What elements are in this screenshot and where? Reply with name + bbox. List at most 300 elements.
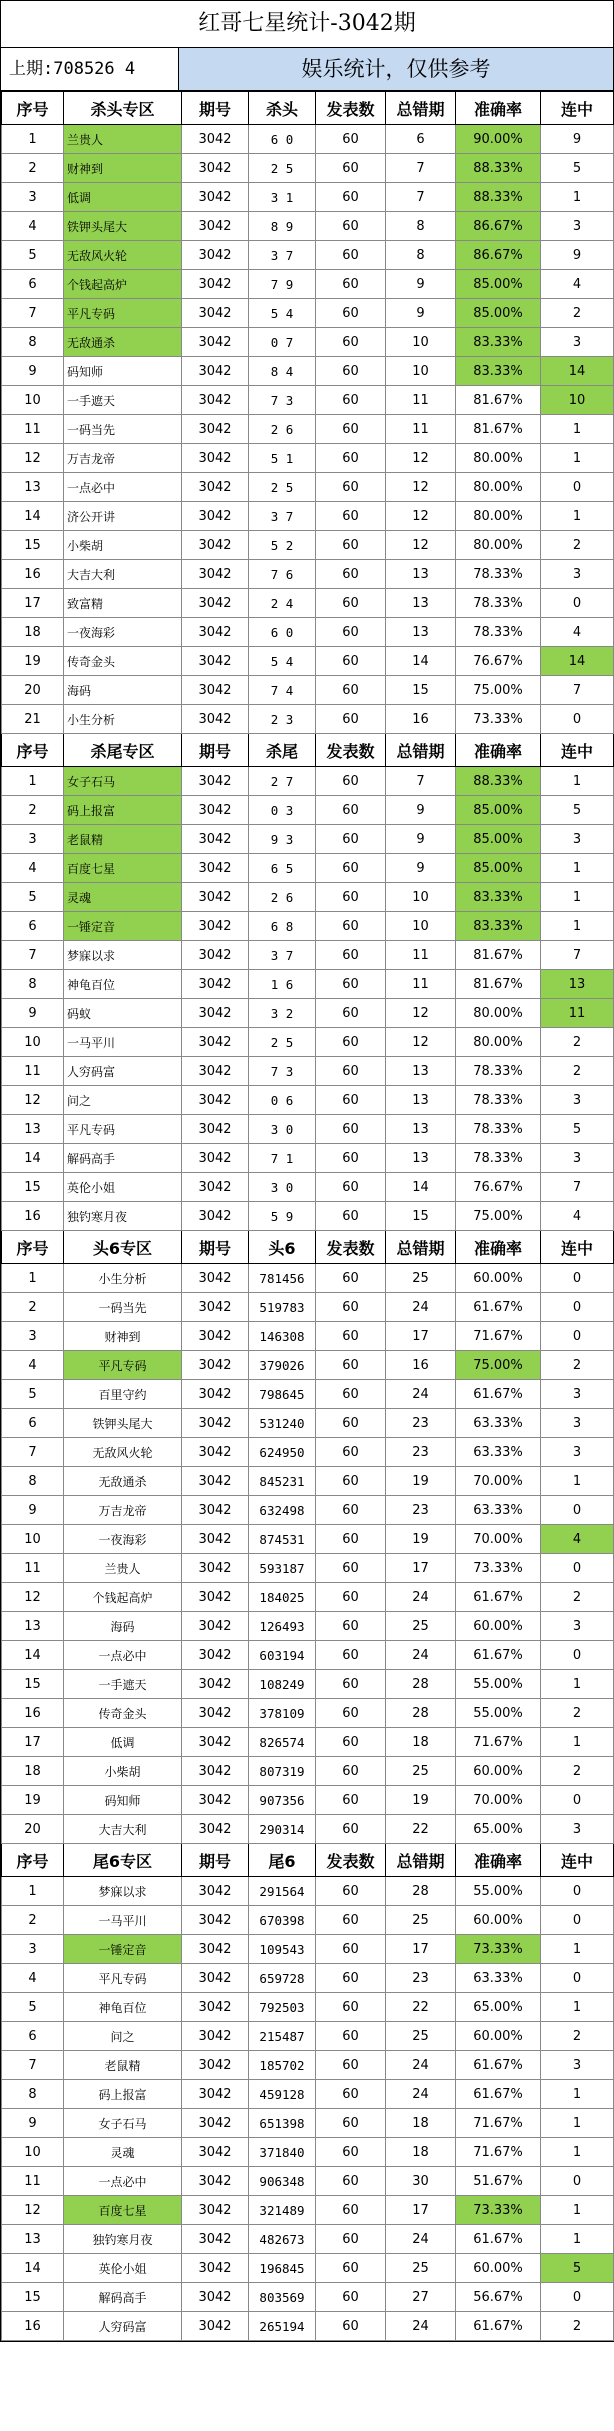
expert-name-cell: 平凡专码 [64,1964,182,1993]
accuracy-cell: 76.67% [456,1173,541,1202]
row-number-cell: 15 [2,1670,64,1699]
accuracy-cell: 73.33% [456,1554,541,1583]
issue-number-cell: 3042 [182,1028,249,1057]
streak-cell: 0 [541,2283,614,2312]
accuracy-cell: 70.00% [456,1786,541,1815]
accuracy-cell: 63.33% [456,1964,541,1993]
pick-value-cell: 185702 [249,2051,316,2080]
row-number-cell: 10 [2,1525,64,1554]
row-number-cell: 11 [2,415,64,444]
wrong-count-cell: 19 [386,1525,456,1554]
post-count-cell: 60 [316,2283,386,2312]
issue-number-cell: 3042 [182,212,249,241]
issue-number-cell: 3042 [182,1264,249,1293]
table-row [2,1583,614,1612]
pick-value-cell: 108249 [249,1670,316,1699]
wrong-count-cell: 13 [386,1115,456,1144]
accuracy-cell: 78.33% [456,1115,541,1144]
pick-value-cell: 874531 [249,1525,316,1554]
accuracy-cell: 61.67% [456,2312,541,2341]
row-number-cell: 18 [2,1757,64,1786]
pick-value-cell: 3 7 [249,241,316,270]
table-row [2,1993,614,2022]
issue-number-cell: 3042 [182,1380,249,1409]
issue-number-cell: 3042 [182,1202,249,1231]
column-header: 期号 [182,1231,249,1264]
issue-number-cell: 3042 [182,1641,249,1670]
column-header: 准确率 [456,1844,541,1877]
post-count-cell: 60 [316,1144,386,1173]
post-count-cell: 60 [316,1641,386,1670]
pick-value-cell: 291564 [249,1877,316,1906]
post-count-cell: 60 [316,560,386,589]
wrong-count-cell: 25 [386,2022,456,2051]
row-number-cell: 16 [2,560,64,589]
issue-number-cell: 3042 [182,1728,249,1757]
column-header: 序号 [2,92,64,125]
table-row [2,473,614,502]
streak-cell: 7 [541,941,614,970]
post-count-cell: 60 [316,2196,386,2225]
table-row [2,1877,614,1906]
issue-number-cell: 3042 [182,1554,249,1583]
pick-value-cell: 459128 [249,2080,316,2109]
row-number-cell: 19 [2,647,64,676]
wrong-count-cell: 10 [386,912,456,941]
expert-name-cell: 兰贵人 [64,125,182,154]
wrong-count-cell: 25 [386,1906,456,1935]
pick-value-cell: 215487 [249,2022,316,2051]
pick-value-cell: 109543 [249,1935,316,1964]
accuracy-cell: 60.00% [456,1757,541,1786]
row-number-cell: 7 [2,941,64,970]
expert-name-cell: 一点必中 [64,2167,182,2196]
column-header: 杀尾专区 [64,734,182,767]
post-count-cell: 60 [316,1935,386,1964]
row-number-cell: 4 [2,854,64,883]
post-count-cell: 60 [316,1202,386,1231]
wrong-count-cell: 14 [386,647,456,676]
pick-value-cell: 3 7 [249,941,316,970]
expert-name-cell: 传奇金头 [64,647,182,676]
accuracy-cell: 61.67% [456,1641,541,1670]
row-number-cell: 15 [2,2283,64,2312]
accuracy-cell: 61.67% [456,1583,541,1612]
expert-name-cell: 女子石马 [64,767,182,796]
streak-cell: 2 [541,531,614,560]
expert-name-cell: 老鼠精 [64,2051,182,2080]
streak-cell: 0 [541,589,614,618]
row-number-cell: 1 [2,1877,64,1906]
issue-number-cell: 3042 [182,1438,249,1467]
issue-number-cell: 3042 [182,1173,249,1202]
pick-value-cell: 624950 [249,1438,316,1467]
expert-name-cell: 神龟百位 [64,1993,182,2022]
expert-name-cell: 无敌通杀 [64,1467,182,1496]
accuracy-cell: 80.00% [456,444,541,473]
wrong-count-cell: 15 [386,676,456,705]
streak-cell: 1 [541,1993,614,2022]
row-number-cell: 21 [2,705,64,734]
issue-number-cell: 3042 [182,1115,249,1144]
table-row [2,1202,614,1231]
expert-name-cell: 百度七星 [64,854,182,883]
table-row [2,1641,614,1670]
post-count-cell: 60 [316,444,386,473]
row-number-cell: 7 [2,299,64,328]
issue-number-cell: 3042 [182,2254,249,2283]
wrong-count-cell: 9 [386,299,456,328]
accuracy-cell: 81.67% [456,386,541,415]
pick-value-cell: 6 8 [249,912,316,941]
streak-cell: 1 [541,415,614,444]
accuracy-cell: 85.00% [456,796,541,825]
pick-value-cell: 5 4 [249,647,316,676]
post-count-cell: 60 [316,1699,386,1728]
post-count-cell: 60 [316,1351,386,1380]
streak-cell: 3 [541,1380,614,1409]
post-count-cell: 60 [316,1380,386,1409]
pick-value-cell: 3 0 [249,1173,316,1202]
column-header: 尾6 [249,1844,316,1877]
post-count-cell: 60 [316,125,386,154]
issue-number-cell: 3042 [182,2225,249,2254]
post-count-cell: 60 [316,1028,386,1057]
pick-value-cell: 9 3 [249,825,316,854]
expert-name-cell: 女子石马 [64,2109,182,2138]
table-row [2,1525,614,1554]
wrong-count-cell: 28 [386,1699,456,1728]
table-row [2,676,614,705]
streak-cell: 3 [541,212,614,241]
column-header: 发表数 [316,1844,386,1877]
issue-number-cell: 3042 [182,1293,249,1322]
streak-cell: 4 [541,1202,614,1231]
wrong-count-cell: 23 [386,1496,456,1525]
pick-value-cell: 7 3 [249,1057,316,1086]
pick-value-cell: 3 1 [249,183,316,212]
issue-number-cell: 3042 [182,1467,249,1496]
row-number-cell: 16 [2,1202,64,1231]
wrong-count-cell: 6 [386,125,456,154]
post-count-cell: 60 [316,676,386,705]
expert-name-cell: 海码 [64,676,182,705]
post-count-cell: 60 [316,883,386,912]
row-number-cell: 2 [2,154,64,183]
pick-value-cell: 807319 [249,1757,316,1786]
post-count-cell: 60 [316,2080,386,2109]
table-row [2,560,614,589]
column-header: 期号 [182,734,249,767]
row-number-cell: 2 [2,1906,64,1935]
column-header: 总错期 [386,92,456,125]
expert-name-cell: 个钱起高炉 [64,1583,182,1612]
streak-cell: 3 [541,560,614,589]
table-row [2,1554,614,1583]
column-header: 总错期 [386,1231,456,1264]
table-row [2,2167,614,2196]
post-count-cell: 60 [316,357,386,386]
streak-cell: 1 [541,502,614,531]
expert-name-cell: 码知师 [64,357,182,386]
row-number-cell: 6 [2,1409,64,1438]
expert-name-cell: 无敌通杀 [64,328,182,357]
pick-value-cell: 0 7 [249,328,316,357]
column-header: 发表数 [316,1231,386,1264]
table-row [2,883,614,912]
streak-cell: 9 [541,125,614,154]
pick-value-cell: 659728 [249,1964,316,1993]
accuracy-cell: 56.67% [456,2283,541,2312]
column-header: 序号 [2,1231,64,1264]
streak-cell: 2 [541,2312,614,2341]
streak-cell: 1 [541,444,614,473]
expert-name-cell: 无敌风火轮 [64,1438,182,1467]
wrong-count-cell: 24 [386,2051,456,2080]
post-count-cell: 60 [316,796,386,825]
expert-name-cell: 解码高手 [64,1144,182,1173]
streak-cell: 2 [541,299,614,328]
streak-cell: 4 [541,270,614,299]
expert-name-cell: 平凡专码 [64,299,182,328]
issue-number-cell: 3042 [182,2022,249,2051]
row-number-cell: 10 [2,386,64,415]
row-number-cell: 3 [2,1935,64,1964]
row-number-cell: 15 [2,531,64,560]
post-count-cell: 60 [316,705,386,734]
row-number-cell: 4 [2,212,64,241]
wrong-count-cell: 11 [386,970,456,999]
streak-cell: 11 [541,999,614,1028]
table-row [2,183,614,212]
issue-number-cell: 3042 [182,589,249,618]
expert-name-cell: 无敌风火轮 [64,241,182,270]
table-row [2,1935,614,1964]
wrong-count-cell: 13 [386,589,456,618]
post-count-cell: 60 [316,1612,386,1641]
wrong-count-cell: 17 [386,1554,456,1583]
streak-cell: 3 [541,1086,614,1115]
table-row [2,328,614,357]
expert-name-cell: 问之 [64,2022,182,2051]
wrong-count-cell: 18 [386,2109,456,2138]
pick-value-cell: 482673 [249,2225,316,2254]
table-row [2,154,614,183]
streak-cell: 1 [541,1935,614,1964]
issue-number-cell: 3042 [182,1525,249,1554]
expert-name-cell: 一马平川 [64,1028,182,1057]
streak-cell: 0 [541,1293,614,1322]
accuracy-cell: 75.00% [456,1351,541,1380]
table-row [2,912,614,941]
expert-name-cell: 低调 [64,183,182,212]
streak-cell: 1 [541,1670,614,1699]
pick-value-cell: 8 9 [249,212,316,241]
issue-number-cell: 3042 [182,2196,249,2225]
accuracy-cell: 61.67% [456,1293,541,1322]
last-issue-result: 上期:708526 4 [1,48,179,90]
pick-value-cell: 5 2 [249,531,316,560]
streak-cell: 1 [541,2080,614,2109]
wrong-count-cell: 10 [386,357,456,386]
post-count-cell: 60 [316,2109,386,2138]
wrong-count-cell: 9 [386,270,456,299]
table-row [2,2254,614,2283]
post-count-cell: 60 [316,1293,386,1322]
streak-cell: 3 [541,825,614,854]
wrong-count-cell: 24 [386,1293,456,1322]
streak-cell: 0 [541,1877,614,1906]
column-header: 发表数 [316,734,386,767]
post-count-cell: 60 [316,1086,386,1115]
wrong-count-cell: 19 [386,1467,456,1496]
table-row [2,1728,614,1757]
post-count-cell: 60 [316,1554,386,1583]
table-row [2,941,614,970]
subheader [1,48,613,91]
accuracy-cell: 60.00% [456,2022,541,2051]
row-number-cell: 17 [2,1728,64,1757]
wrong-count-cell: 28 [386,1670,456,1699]
streak-cell: 1 [541,883,614,912]
pick-value-cell: 603194 [249,1641,316,1670]
table-row [2,1757,614,1786]
table-row [2,1322,614,1351]
column-header: 序号 [2,1844,64,1877]
issue-number-cell: 3042 [182,1086,249,1115]
streak-cell: 3 [541,1438,614,1467]
post-count-cell: 60 [316,1525,386,1554]
row-number-cell: 3 [2,825,64,854]
streak-cell: 2 [541,1699,614,1728]
accuracy-cell: 51.67% [456,2167,541,2196]
expert-name-cell: 海码 [64,1612,182,1641]
table-row [2,212,614,241]
wrong-count-cell: 24 [386,2080,456,2109]
row-number-cell: 6 [2,2022,64,2051]
expert-name-cell: 一夜海彩 [64,618,182,647]
table-row [2,357,614,386]
row-number-cell: 8 [2,970,64,999]
wrong-count-cell: 15 [386,1202,456,1231]
expert-name-cell: 梦寐以求 [64,941,182,970]
issue-number-cell: 3042 [182,357,249,386]
post-count-cell: 60 [316,1438,386,1467]
issue-number-cell: 3042 [182,1496,249,1525]
pick-value-cell: 2 5 [249,473,316,502]
column-header: 总错期 [386,1844,456,1877]
table-row [2,1612,614,1641]
pick-value-cell: 3 0 [249,1115,316,1144]
expert-name-cell: 平凡专码 [64,1115,182,1144]
expert-name-cell: 老鼠精 [64,825,182,854]
table-row [2,299,614,328]
table-row [2,1699,614,1728]
stats-table [1,91,614,2341]
pick-value-cell: 792503 [249,1993,316,2022]
issue-number-cell: 3042 [182,560,249,589]
table-row [2,415,614,444]
accuracy-cell: 61.67% [456,2051,541,2080]
expert-name-cell: 大吉大利 [64,560,182,589]
row-number-cell: 14 [2,1144,64,1173]
post-count-cell: 60 [316,1264,386,1293]
pick-value-cell: 781456 [249,1264,316,1293]
wrong-count-cell: 10 [386,328,456,357]
post-count-cell: 60 [316,1409,386,1438]
pick-value-cell: 7 9 [249,270,316,299]
streak-cell: 0 [541,1496,614,1525]
issue-number-cell: 3042 [182,386,249,415]
accuracy-cell: 55.00% [456,1877,541,1906]
pick-value-cell: 519783 [249,1293,316,1322]
pick-value-cell: 906348 [249,2167,316,2196]
expert-name-cell: 财神到 [64,154,182,183]
pick-value-cell: 7 1 [249,1144,316,1173]
issue-number-cell: 3042 [182,2051,249,2080]
streak-cell: 0 [541,473,614,502]
expert-name-cell: 一马平川 [64,1906,182,1935]
accuracy-cell: 85.00% [456,825,541,854]
wrong-count-cell: 11 [386,941,456,970]
pick-value-cell: 845231 [249,1467,316,1496]
table-row [2,1351,614,1380]
issue-number-cell: 3042 [182,999,249,1028]
accuracy-cell: 78.33% [456,1086,541,1115]
wrong-count-cell: 27 [386,2283,456,2312]
table-row [2,1057,614,1086]
pick-value-cell: 2 7 [249,767,316,796]
wrong-count-cell: 24 [386,1380,456,1409]
column-header: 连中 [541,92,614,125]
streak-cell: 1 [541,767,614,796]
post-count-cell: 60 [316,618,386,647]
row-number-cell: 4 [2,1351,64,1380]
streak-cell: 1 [541,854,614,883]
row-number-cell: 3 [2,1322,64,1351]
wrong-count-cell: 24 [386,1583,456,1612]
accuracy-cell: 78.33% [456,589,541,618]
wrong-count-cell: 24 [386,2312,456,2341]
post-count-cell: 60 [316,912,386,941]
wrong-count-cell: 13 [386,1144,456,1173]
wrong-count-cell: 11 [386,386,456,415]
issue-number-cell: 3042 [182,1699,249,1728]
table-row [2,1173,614,1202]
pick-value-cell: 7 6 [249,560,316,589]
issue-number-cell: 3042 [182,328,249,357]
row-number-cell: 5 [2,1993,64,2022]
accuracy-cell: 60.00% [456,2254,541,2283]
wrong-count-cell: 24 [386,2225,456,2254]
row-number-cell: 1 [2,125,64,154]
wrong-count-cell: 13 [386,1086,456,1115]
post-count-cell: 60 [316,1786,386,1815]
expert-name-cell: 码知师 [64,1786,182,1815]
accuracy-cell: 81.67% [456,941,541,970]
expert-name-cell: 万吉龙帝 [64,444,182,473]
row-number-cell: 9 [2,2109,64,2138]
row-number-cell: 14 [2,1641,64,1670]
table-row [2,1438,614,1467]
post-count-cell: 60 [316,299,386,328]
pick-value-cell: 378109 [249,1699,316,1728]
issue-number-cell: 3042 [182,796,249,825]
streak-cell: 2 [541,1057,614,1086]
issue-number-cell: 3042 [182,2109,249,2138]
expert-name-cell: 一锤定音 [64,912,182,941]
table-row [2,386,614,415]
